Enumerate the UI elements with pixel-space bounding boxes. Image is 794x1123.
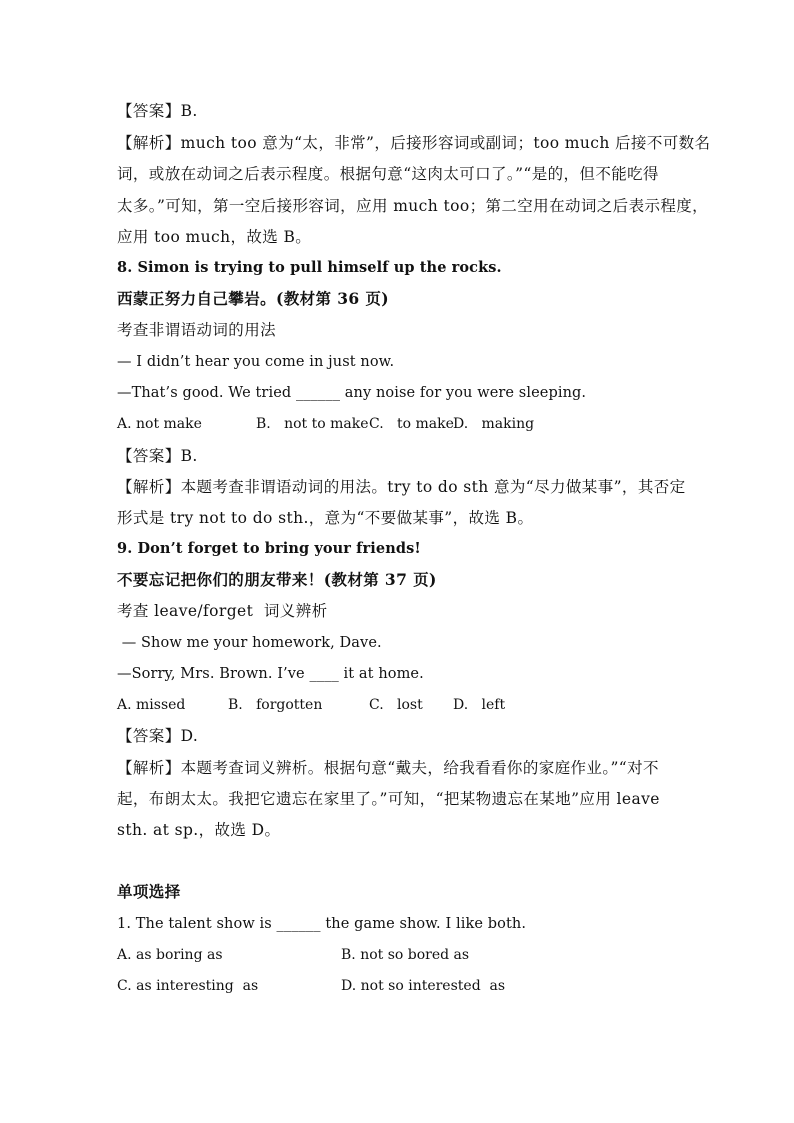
dialogue-line: — I didn’t hear you come in just now. [117, 354, 395, 370]
item-heading: 8. Simon is trying to pull himself up the rocks. [117, 259, 502, 276]
analysis-line: 【解析】本题考查词义辨析。根据句意“戴夫，给我看看你的家庭作业。”“对不 [117, 759, 659, 777]
answer-line: 【答案】D. [117, 727, 199, 745]
dialogue-line: —That’s good. We tried ______ any noise for you were sleeping. [117, 385, 587, 401]
option-d: D. not so interested as [341, 978, 506, 994]
section-title: 单项选择 [117, 882, 181, 901]
analysis-line: sth. at sp.，故选 D。 [117, 821, 281, 839]
option-c: C. lost [369, 697, 423, 713]
option-d: D. making [453, 416, 535, 432]
analysis-line: 词，或放在动词之后表示程度。根据句意“这肉太可口了。”“是的，但不能吃得 [117, 165, 659, 183]
dialogue-line: — Show me your homework, Dave. [117, 635, 382, 651]
question-line: 1. The talent show is ______ the game show. I like both. [117, 916, 527, 932]
item-cn-heading: 西蒙正努力自己攀岩。(教材第 36 页) [117, 289, 390, 308]
analysis-line: 形式是 try not to do sth.，意为“不要做某事”，故选 B。 [117, 509, 534, 527]
option-d: D. left [453, 697, 506, 713]
analysis-line: 太多。”可知，第一空后接形容词，应用 much too；第二空用在动词之后表示程度， [117, 197, 709, 215]
option-b: B. not to make [256, 416, 369, 432]
analysis-line: 【解析】much too 意为“太，非常”，后接形容词或副词；too much 后接不可数名 [117, 134, 711, 152]
answer-line: 【答案】B. [117, 447, 198, 465]
item-heading: 9. Don’t forget to bring your friends! [117, 540, 421, 557]
option-c: C. as interesting as [117, 978, 259, 994]
dialogue-line: —Sorry, Mrs. Brown. I’ve ____ it at home. [117, 666, 424, 682]
topic-line: 考查非谓语动词的用法 [117, 321, 277, 339]
analysis-line: 应用 too much，故选 B。 [117, 228, 312, 246]
analysis-line: 起，布朗太太。我把它遗忘在家里了。”可知，“把某物遗忘在某地”应用 leave [117, 790, 660, 808]
option-a: A. not make [117, 416, 202, 432]
option-c: C. to make [369, 416, 454, 432]
option-a: A. as boring as [117, 947, 223, 963]
option-a: A. missed [117, 697, 186, 713]
topic-line: 考查 leave/forget 词义辨析 [117, 602, 328, 620]
item-cn-heading: 不要忘记把你们的朋友带来！(教材第 37 页) [117, 570, 437, 589]
option-b: B. forgotten [228, 697, 323, 713]
analysis-line: 【解析】本题考查非谓语动词的用法。try to do sth 意为“尽力做某事”，其否定 [117, 478, 686, 496]
option-b: B. not so bored as [341, 947, 470, 963]
answer-line: 【答案】B. [117, 102, 198, 120]
